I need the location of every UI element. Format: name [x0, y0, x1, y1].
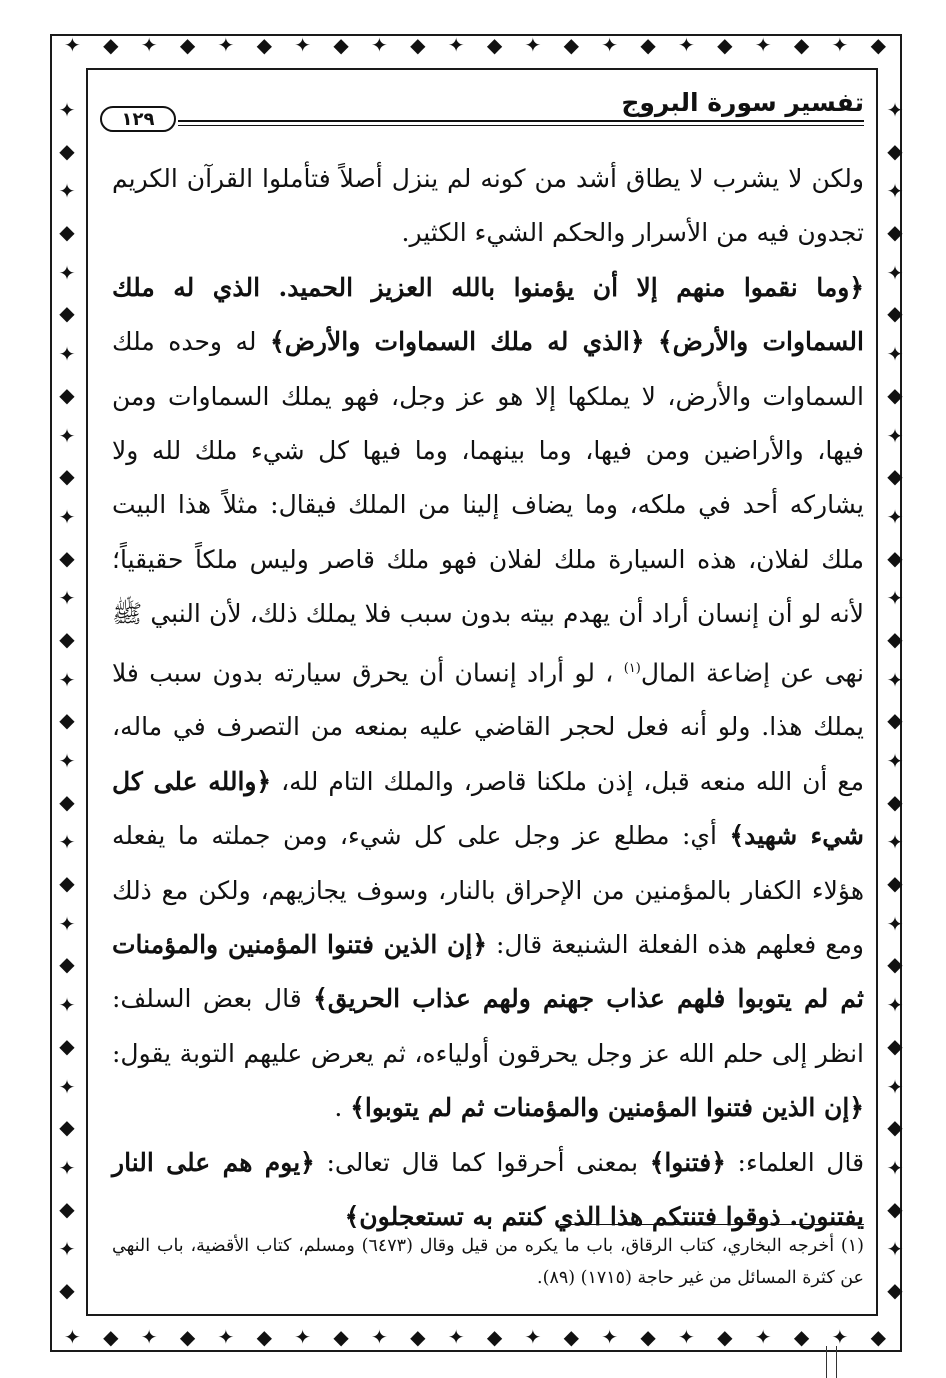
page-header	[100, 88, 864, 132]
ornament-icon: ✦	[886, 423, 904, 448]
ornament-icon: ✦	[58, 504, 76, 529]
ornament-icon: ◆	[887, 952, 903, 977]
quran-verse: ﴿الذي له ملك السماوات والأرض﴾	[270, 327, 645, 357]
paragraph-1: ولكن لا يشرب لا يطاق أشد من كونه لم ينزل أصلاً فتأملوا القرآن الكريم تجدون فيه من الأسرار والحكم الشيء الكثير.	[112, 164, 864, 248]
ornament-icon: ✦	[601, 1325, 619, 1349]
ornament-icon: ◆	[256, 33, 272, 57]
ornament-icon: ◆	[887, 301, 903, 326]
ornament-icon: ✦	[58, 749, 76, 773]
ornament-icon: ✦	[58, 830, 76, 855]
ornament-icon: ◆	[563, 33, 579, 57]
ornament-icon: ✦	[886, 100, 904, 122]
top-ornament-border	[64, 30, 886, 60]
ornament-icon: ◆	[410, 1325, 426, 1349]
ornament-icon: ◆	[887, 138, 903, 163]
ornament-icon: ◆	[640, 33, 656, 57]
ornament-icon: ◆	[887, 789, 903, 814]
body-text: قال العلماء:	[737, 1147, 865, 1177]
ornament-icon: ◆	[256, 1325, 272, 1349]
ornament-icon: ✦	[217, 33, 235, 57]
ornament-icon: ◆	[103, 33, 119, 57]
ornament-icon: ◆	[486, 33, 503, 57]
ornament-icon: ◆	[59, 789, 75, 814]
header-rule-thin	[178, 125, 864, 126]
body-text: قال بعض السلف: انظر إلى حلم الله عز وجل يحرقون أولياءه، ثم يعرض عليهم التوبة يقول:	[112, 984, 864, 1068]
ornament-icon: ◆	[640, 1325, 656, 1349]
ornament-icon: ✦	[886, 830, 904, 855]
ornament-icon: ◆	[59, 1115, 75, 1140]
ornament-icon: ✦	[58, 667, 76, 692]
footnote-text: (١) أخرجه البخاري، كتاب الرقاق، باب ما يكره من قيل وقال (٦٤٧٣) ومسلم، كتاب الأقضية، باب النهي عن كثرة المسائل من غير حاجة (١٧١٥) (٨٩).	[112, 1236, 864, 1288]
footnote-separator	[560, 1224, 864, 1225]
ornament-icon: ✦	[58, 1074, 76, 1099]
ornament-icon: ◆	[870, 1325, 886, 1349]
quran-verse: ﴿فتنوا﴾	[649, 1147, 726, 1177]
ornament-icon: ✦	[886, 260, 904, 285]
ornament-icon: ◆	[717, 33, 733, 57]
quran-verse: ﴿والله على كل شيء شهيد﴾	[112, 766, 865, 851]
ornament-icon: ◆	[887, 545, 903, 570]
footnote	[112, 1230, 864, 1294]
ornament-icon: ◆	[59, 382, 75, 407]
ornament-icon: ✦	[601, 33, 619, 57]
ornament-icon: ✦	[371, 1325, 388, 1349]
ornament-icon: ◆	[59, 1033, 75, 1058]
ornament-icon: ✦	[294, 1325, 312, 1349]
ornament-icon: ✦	[58, 100, 76, 122]
ornament-icon: ◆	[870, 33, 886, 57]
body-text: .	[334, 1093, 343, 1123]
quran-verse: ﴿وما نقموا منهم إلا أن يؤمنوا بالله العزيز الحميد. الذي له ملك السماوات والأرض﴾	[112, 272, 864, 357]
right-ornament-border	[880, 100, 910, 1300]
ornament-icon: ◆	[59, 626, 75, 651]
ornament-icon: ✦	[886, 1237, 904, 1262]
main-text	[112, 152, 864, 1244]
ornament-icon: ◆	[887, 871, 903, 896]
ornament-icon: ✦	[58, 342, 76, 367]
ornament-icon: ✦	[754, 1325, 772, 1349]
ornament-icon: ✦	[58, 179, 76, 204]
quran-verse: ﴿إن الذين فتنوا المؤمنين والمؤمنات ثم لم يتوبوا فلهم عذاب جهنم ولهم عذاب الحريق﴾	[112, 930, 864, 1014]
ornament-icon: ✦	[886, 993, 904, 1018]
ornament-icon: ◆	[333, 1325, 349, 1349]
ornament-icon: ◆	[59, 138, 75, 163]
ornament-icon: ✦	[754, 33, 772, 57]
ornament-icon: ✦	[886, 1155, 904, 1180]
ornament-icon: ✦	[524, 33, 542, 57]
bottom-ornament-border	[64, 1322, 886, 1352]
ornament-icon: ✦	[447, 1325, 465, 1349]
body-text: أي: مطلع عز وجل على كل شيء، ومن جملته ما يفعله هؤلاء الكفار بالمؤمنين من الإحراق بالنار، وسوف يجازيهم، ولكن مع ذلك ومع فعلهم هذه الفعلة الشنيعة قال:	[112, 821, 865, 960]
ornament-icon: ◆	[333, 33, 349, 57]
ornament-icon: ◆	[486, 1325, 503, 1349]
ornament-icon: ✦	[64, 1325, 81, 1349]
ornament-icon: ✦	[886, 1074, 904, 1099]
ornament-icon: ✦	[886, 504, 904, 529]
crop-mark	[826, 1346, 827, 1378]
ornament-icon: ◆	[563, 1325, 579, 1349]
ornament-icon: ◆	[59, 871, 75, 896]
ornament-icon: ◆	[59, 1196, 75, 1221]
ornament-icon: ✦	[294, 33, 312, 57]
body-text: بمعنى أحرقوا كما قال تعالى:	[326, 1147, 639, 1177]
ornament-icon: ◆	[887, 708, 903, 733]
ornament-icon: ◆	[717, 1325, 733, 1349]
ornament-icon: ✦	[58, 911, 76, 936]
ornament-icon: ◆	[59, 220, 75, 245]
body-text: له وحده ملك السماوات والأرض، لا يملكها إلا هو عز وجل، فهو يملك السماوات ومن فيها، والأراضين ومن فيها، وما بينهما، وما فيها كل شيء ملك لله ولا يشاركه أحد في ملكه، وما يضاف إلينا من الملك فيقال: مثلاً هذا البيت ملك لفلان، هذه السيارة ملك لفلان فهو ملك قاصر وليس ملكاً حقيقياً؛ لأنه لو أن إنسان أراد أن يهدم بيته بدون سبب فلا يملك ذلك، لأن النبي ﷺ نهى عن إضاعة المال	[112, 327, 864, 687]
page-number: ١٢٩	[100, 106, 176, 132]
ornament-icon: ✦	[886, 749, 904, 773]
quran-verse: ﴿يوم هم على النار يفتنون. ذوقوا فتنتكم هذا الذي كنتم به تستعجلون﴾	[112, 1147, 864, 1232]
ornament-icon: ✦	[886, 911, 904, 936]
running-title: تفسير سورة البروج	[621, 88, 864, 117]
ornament-icon: ◆	[59, 301, 75, 326]
ornament-icon: ✦	[524, 1325, 542, 1349]
ornament-icon: ✦	[140, 1325, 158, 1349]
ornament-icon: ◆	[887, 220, 903, 245]
quran-verse: ﴿إن الذين فتنوا المؤمنين والمؤمنات ثم لم يتوبوا﴾	[350, 1093, 864, 1123]
ornament-icon: ◆	[887, 1033, 903, 1058]
ornament-icon: ◆	[887, 464, 903, 489]
crop-mark	[836, 1346, 837, 1378]
body-text: ، لو أراد إنسان أن يحرق سيارته بدون سبب فلا يملك هذا. ولو أنه فعل لحجر القاضي عليه بمنعه من التصرف في ماله، مع أن الله منعه قبل، إذن ملكنا قاصر، والملك التام لله،	[112, 657, 864, 796]
ornament-icon: ✦	[58, 993, 76, 1018]
ornament-icon: ✦	[678, 1325, 695, 1349]
ornament-icon: ◆	[59, 708, 75, 733]
ornament-icon: ✦	[58, 586, 76, 611]
ornament-icon: ✦	[831, 33, 849, 57]
paragraph-3	[112, 1136, 864, 1245]
ornament-icon: ✦	[886, 586, 904, 611]
ornament-icon: ✦	[58, 1237, 76, 1262]
ornament-icon: ◆	[59, 1277, 75, 1300]
footnote-marker: (١)	[623, 660, 641, 676]
ornament-icon: ◆	[887, 1277, 903, 1300]
ornament-icon: ✦	[886, 667, 904, 692]
ornament-icon: ◆	[887, 1115, 903, 1140]
ornament-icon: ◆	[793, 33, 810, 57]
header-rule	[178, 120, 864, 122]
ornament-icon: ◆	[103, 1325, 119, 1349]
ornament-icon: ◆	[887, 382, 903, 407]
ornament-icon: ✦	[371, 33, 388, 57]
ornament-icon: ✦	[64, 33, 81, 57]
ornament-icon: ✦	[447, 33, 465, 57]
ornament-icon: ✦	[678, 33, 695, 57]
ornament-icon: ✦	[217, 1325, 235, 1349]
ornament-icon: ◆	[410, 33, 426, 57]
ornament-icon: ✦	[886, 342, 904, 367]
ornament-icon: ◆	[59, 464, 75, 489]
ornament-icon: ◆	[59, 545, 75, 570]
ornament-icon: ◆	[59, 952, 75, 977]
ornament-icon: ◆	[887, 626, 903, 651]
ornament-icon: ✦	[140, 33, 158, 57]
ornament-icon: ◆	[887, 1196, 903, 1221]
ornament-icon: ◆	[793, 1325, 810, 1349]
ornament-icon: ✦	[58, 260, 76, 285]
ornament-icon: ✦	[58, 423, 76, 448]
left-ornament-border	[52, 100, 82, 1300]
ornament-icon: ✦	[831, 1325, 849, 1349]
ornament-icon: ◆	[179, 1325, 196, 1349]
ornament-icon: ✦	[886, 179, 904, 204]
ornament-icon: ✦	[58, 1155, 76, 1180]
ornament-icon: ◆	[179, 33, 196, 57]
paragraph-2	[112, 261, 864, 1136]
